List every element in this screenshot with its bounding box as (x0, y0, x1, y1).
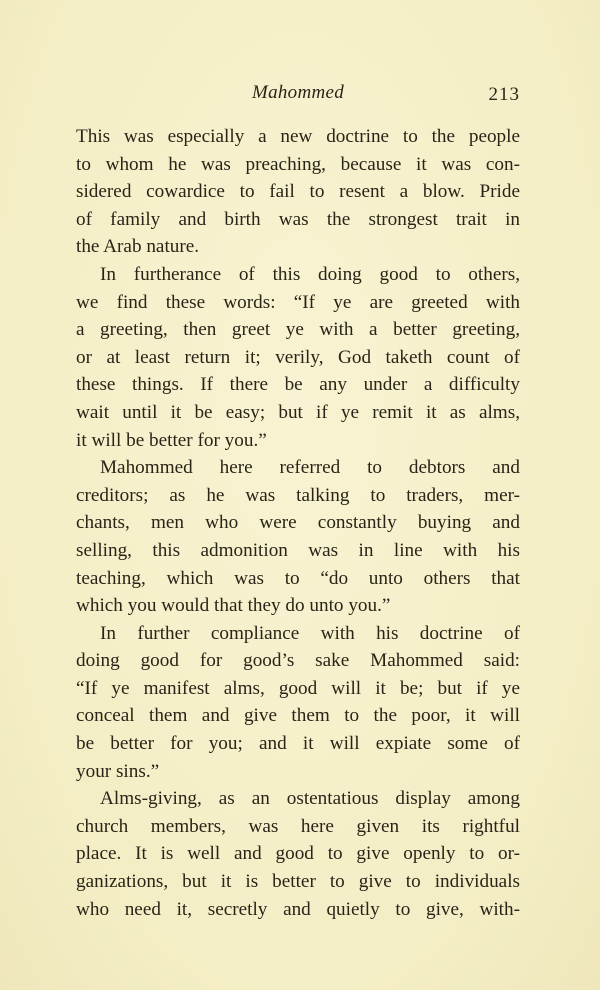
text-line: Alms-giving, as an ostentatious display among (100, 788, 520, 810)
text-line: selling, this admonition was in line with his (76, 539, 520, 561)
text-line: In furtherance of this doing good to others, (100, 263, 520, 285)
text-line: we find these words: “If ye are greeted with (76, 291, 520, 313)
text-line: Mahommed here referred to debtors and (100, 457, 520, 479)
paragraph (76, 123, 520, 261)
text-line: church members, was here given its rightful (76, 815, 520, 837)
text-line: the Arab nature. (76, 236, 200, 258)
text-line: This was especially a new doctrine to the people (76, 126, 520, 147)
text-line: of family and birth was the strongest trait in (76, 208, 520, 230)
paragraph (76, 261, 520, 454)
text-line: or at least return it; verily, God taketh count of (76, 346, 520, 368)
text-line: which you would that they do unto you.” (76, 595, 391, 617)
text-line: it will be better for you.” (76, 429, 267, 451)
text-line: be better for you; and it will expiate some of (76, 733, 520, 755)
text-line: creditors; as he was talking to traders, mer- (76, 484, 520, 506)
text-line: to whom he was preaching, because it was con- (76, 153, 520, 175)
page-header (76, 80, 520, 110)
body-text (76, 123, 520, 923)
text-line: these things. If there be any under a difficulty (76, 374, 520, 396)
text-line: conceal them and give them to the poor, it will (76, 705, 520, 727)
running-title: Mahommed (251, 82, 345, 103)
text-line: sidered cowardice to fail to resent a blow. Pride (76, 181, 520, 203)
text-line: doing good for good’s sake Mahommed said: (76, 650, 520, 672)
paragraph (76, 620, 520, 786)
text-line: wait until it be easy; but if ye remit it as alms, (76, 401, 520, 423)
text-line: your sins.” (76, 760, 160, 782)
text-line: ganizations, but it is better to give to individuals (76, 871, 520, 893)
paragraph (76, 785, 520, 923)
text-line: place. It is well and good to give openly to or- (76, 843, 520, 865)
paragraph (76, 454, 520, 620)
text-line: a greeting, then greet ye with a better greeting, (76, 319, 520, 341)
page-number: 213 (488, 84, 520, 105)
text-line: In further compliance with his doctrine of (100, 622, 520, 644)
text-line: who need it, secretly and quietly to give, with- (76, 898, 520, 920)
text-line: teaching, which was to “do unto others that (76, 567, 520, 589)
text-line: “If ye manifest alms, good will it be; but if ye (76, 677, 520, 699)
text-line: chants, men who were constantly buying and (76, 512, 520, 534)
